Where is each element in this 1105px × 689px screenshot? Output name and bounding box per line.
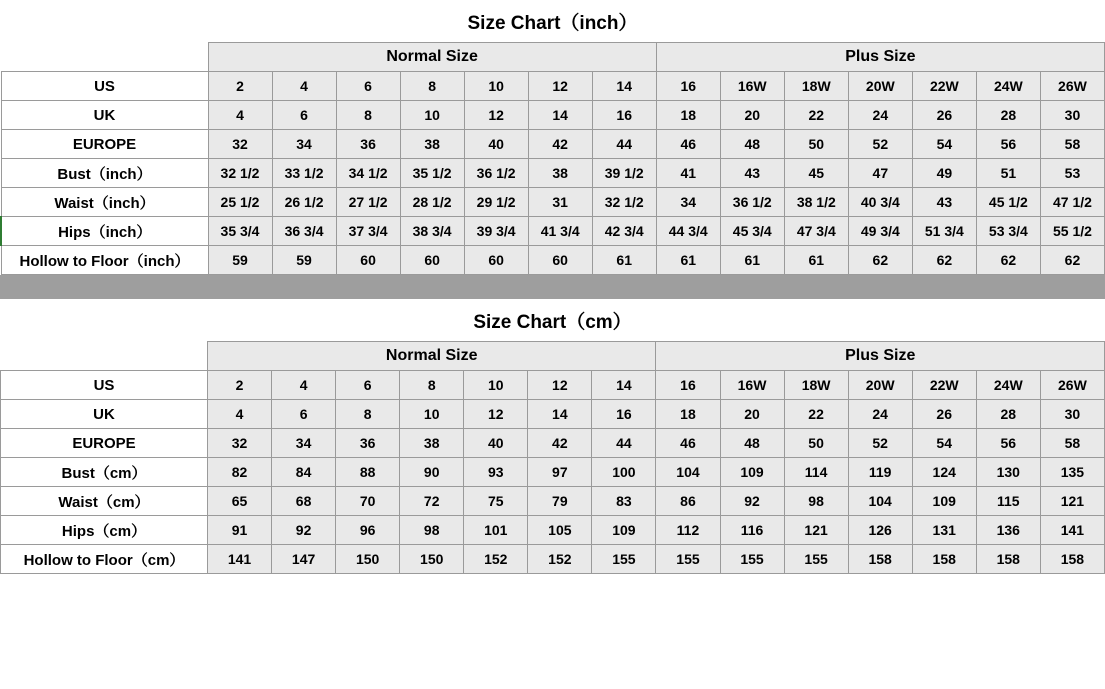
cell: 14 (592, 72, 656, 101)
row-label-europe: EUROPE (1, 429, 208, 458)
cell: 155 (592, 545, 656, 574)
table-row (1, 246, 1105, 275)
section-divider (0, 275, 1105, 299)
cell: 47 (848, 159, 912, 188)
cell: 152 (464, 545, 528, 574)
cell: 40 (464, 429, 528, 458)
cell: 36 1/2 (464, 159, 528, 188)
row-label-hips: Hips（cm） (1, 516, 208, 545)
cell: 4 (208, 101, 272, 130)
cell: 119 (848, 458, 912, 487)
cell: 38 (400, 130, 464, 159)
size-table-cm (0, 341, 1105, 574)
cell: 22 (784, 101, 848, 130)
cell: 31 (528, 188, 592, 217)
cell: 16 (592, 400, 656, 429)
cell: 4 (272, 72, 336, 101)
cell: 65 (208, 487, 272, 516)
cell: 136 (976, 516, 1040, 545)
cell: 26 (912, 400, 976, 429)
cell: 51 3/4 (912, 217, 976, 246)
cell: 16W (720, 371, 784, 400)
cell: 30 (1040, 400, 1104, 429)
cell: 70 (336, 487, 400, 516)
cell: 101 (464, 516, 528, 545)
cell: 43 (912, 188, 976, 217)
row-label-uk: UK (1, 400, 208, 429)
cell: 50 (784, 130, 848, 159)
cell: 62 (848, 246, 912, 275)
cell: 48 (720, 429, 784, 458)
cell: 49 3/4 (848, 217, 912, 246)
cell: 135 (1040, 458, 1104, 487)
cell: 39 1/2 (592, 159, 656, 188)
cell: 28 (976, 400, 1040, 429)
cell: 24W (976, 371, 1040, 400)
cell: 4 (208, 400, 272, 429)
cell: 109 (592, 516, 656, 545)
cell: 12 (464, 400, 528, 429)
table-row (1, 429, 1105, 458)
cell: 47 3/4 (784, 217, 848, 246)
cell: 58 (1040, 429, 1104, 458)
row-label-bust: Bust（cm） (1, 458, 208, 487)
row-label-hips: Hips（inch） (1, 217, 208, 246)
cell: 54 (912, 429, 976, 458)
cell: 38 (400, 429, 464, 458)
cell: 44 3/4 (656, 217, 720, 246)
table-row (1, 371, 1105, 400)
cell: 28 1/2 (400, 188, 464, 217)
cell: 16 (656, 371, 720, 400)
cell: 90 (400, 458, 464, 487)
table-row (1, 101, 1105, 130)
cell: 124 (912, 458, 976, 487)
cell: 155 (784, 545, 848, 574)
cell: 40 3/4 (848, 188, 912, 217)
row-label-hollow-to-floor: Hollow to Floor（cm） (1, 545, 208, 574)
chart-title-inch: Size Chart（inch） (467, 13, 638, 34)
cell: 158 (1040, 545, 1104, 574)
cell: 40 (464, 130, 528, 159)
cell: 14 (592, 371, 656, 400)
cell: 38 3/4 (400, 217, 464, 246)
cell: 61 (720, 246, 784, 275)
cell: 2 (208, 371, 272, 400)
cell: 98 (784, 487, 848, 516)
cell: 104 (656, 458, 720, 487)
cell: 92 (720, 487, 784, 516)
cell: 34 1/2 (336, 159, 400, 188)
cell: 4 (272, 371, 336, 400)
cell: 24 (848, 101, 912, 130)
corner-cell (1, 342, 208, 371)
row-label-us: US (1, 371, 208, 400)
cell: 32 1/2 (208, 159, 272, 188)
cell: 32 (208, 130, 272, 159)
cell: 126 (848, 516, 912, 545)
cell: 18W (784, 72, 848, 101)
cell: 83 (592, 487, 656, 516)
cell: 39 3/4 (464, 217, 528, 246)
cell: 62 (976, 246, 1040, 275)
cell: 91 (208, 516, 272, 545)
cell: 8 (400, 371, 464, 400)
cell: 6 (272, 400, 336, 429)
cell: 60 (400, 246, 464, 275)
cell: 53 (1040, 159, 1104, 188)
cell: 42 (528, 130, 592, 159)
cell: 109 (720, 458, 784, 487)
cell: 30 (1040, 101, 1104, 130)
cell: 82 (208, 458, 272, 487)
cell: 62 (912, 246, 976, 275)
cell: 51 (976, 159, 1040, 188)
cell: 100 (592, 458, 656, 487)
cell: 41 3/4 (528, 217, 592, 246)
cell: 10 (464, 72, 528, 101)
cell: 56 (976, 429, 1040, 458)
cell: 60 (464, 246, 528, 275)
cell: 10 (400, 101, 464, 130)
cell: 61 (592, 246, 656, 275)
cell: 36 3/4 (272, 217, 336, 246)
cell: 2 (208, 72, 272, 101)
cell: 18W (784, 371, 848, 400)
cell: 147 (272, 545, 336, 574)
row-label-us: US (1, 72, 208, 101)
cell: 121 (784, 516, 848, 545)
cell: 72 (400, 487, 464, 516)
group-header-plus: Plus Size (656, 43, 1104, 72)
cell: 96 (336, 516, 400, 545)
cell: 92 (272, 516, 336, 545)
cell: 20W (848, 72, 912, 101)
chart-title-cm: Size Chart（cm） (473, 312, 632, 333)
cell: 43 (720, 159, 784, 188)
cell: 12 (528, 371, 592, 400)
table-row (1, 159, 1105, 188)
cell: 52 (848, 130, 912, 159)
cell: 150 (336, 545, 400, 574)
cell: 32 (208, 429, 272, 458)
cell: 155 (656, 545, 720, 574)
row-label-bust: Bust（inch） (1, 159, 208, 188)
cell: 152 (528, 545, 592, 574)
cell: 158 (976, 545, 1040, 574)
cell: 38 1/2 (784, 188, 848, 217)
cell: 52 (848, 429, 912, 458)
cell: 6 (336, 371, 400, 400)
table-row-groups (1, 43, 1105, 72)
cell: 131 (912, 516, 976, 545)
group-header-normal: Normal Size (208, 342, 656, 371)
cell: 35 3/4 (208, 217, 272, 246)
cell: 20 (720, 400, 784, 429)
cell: 27 1/2 (336, 188, 400, 217)
cell: 29 1/2 (464, 188, 528, 217)
cell: 14 (528, 400, 592, 429)
cell: 60 (336, 246, 400, 275)
cell: 10 (464, 371, 528, 400)
cell: 98 (400, 516, 464, 545)
cell: 79 (528, 487, 592, 516)
table-row (1, 545, 1105, 574)
cell: 8 (400, 72, 464, 101)
cell: 105 (528, 516, 592, 545)
cell: 46 (656, 130, 720, 159)
cell: 16W (720, 72, 784, 101)
table-row (1, 188, 1105, 217)
table-row (1, 458, 1105, 487)
cell: 121 (1040, 487, 1104, 516)
cell: 18 (656, 101, 720, 130)
cell: 59 (208, 246, 272, 275)
cell: 109 (912, 487, 976, 516)
cell: 45 (784, 159, 848, 188)
cell: 26 1/2 (272, 188, 336, 217)
cell: 155 (720, 545, 784, 574)
cell: 50 (784, 429, 848, 458)
cell: 34 (272, 130, 336, 159)
cell: 44 (592, 429, 656, 458)
corner-cell (1, 43, 208, 72)
cell: 75 (464, 487, 528, 516)
cell: 61 (784, 246, 848, 275)
table-row (1, 487, 1105, 516)
cell: 6 (336, 72, 400, 101)
size-chart-cm (0, 299, 1105, 574)
cell: 12 (528, 72, 592, 101)
size-chart-inch (0, 0, 1105, 275)
table-row (1, 217, 1105, 246)
cell: 26W (1040, 371, 1104, 400)
cell: 61 (656, 246, 720, 275)
row-label-waist: Waist（inch） (1, 188, 208, 217)
cell: 62 (1040, 246, 1104, 275)
cell: 150 (400, 545, 464, 574)
cell: 158 (912, 545, 976, 574)
table-row (1, 516, 1105, 545)
row-label-hollow-to-floor: Hollow to Floor（inch） (1, 246, 208, 275)
cell: 93 (464, 458, 528, 487)
cell: 42 3/4 (592, 217, 656, 246)
cell: 12 (464, 101, 528, 130)
cell: 53 3/4 (976, 217, 1040, 246)
cell: 158 (848, 545, 912, 574)
cell: 36 (336, 130, 400, 159)
cell: 55 1/2 (1040, 217, 1104, 246)
row-label-europe: EUROPE (1, 130, 208, 159)
group-header-plus: Plus Size (656, 342, 1105, 371)
cell: 112 (656, 516, 720, 545)
cell: 45 1/2 (976, 188, 1040, 217)
cell: 44 (592, 130, 656, 159)
cell: 24W (976, 72, 1040, 101)
cell: 36 (336, 429, 400, 458)
cell: 33 1/2 (272, 159, 336, 188)
cell: 16 (592, 101, 656, 130)
cell: 86 (656, 487, 720, 516)
cell: 38 (528, 159, 592, 188)
cell: 114 (784, 458, 848, 487)
cell: 10 (400, 400, 464, 429)
cell: 22W (912, 72, 976, 101)
cell: 56 (976, 130, 1040, 159)
size-table-inch (0, 42, 1105, 275)
cell: 54 (912, 130, 976, 159)
cell: 59 (272, 246, 336, 275)
cell: 68 (272, 487, 336, 516)
cell: 26 (912, 101, 976, 130)
cell: 46 (656, 429, 720, 458)
group-header-normal: Normal Size (208, 43, 656, 72)
table-row (1, 72, 1105, 101)
cell: 8 (336, 101, 400, 130)
cell: 20 (720, 101, 784, 130)
cell: 36 1/2 (720, 188, 784, 217)
cell: 116 (720, 516, 784, 545)
cell: 18 (656, 400, 720, 429)
cell: 16 (656, 72, 720, 101)
row-label-waist: Waist（cm） (1, 487, 208, 516)
cell: 20W (848, 371, 912, 400)
cell: 22W (912, 371, 976, 400)
cell: 48 (720, 130, 784, 159)
row-label-uk: UK (1, 101, 208, 130)
cell: 130 (976, 458, 1040, 487)
cell: 34 (656, 188, 720, 217)
cell: 45 3/4 (720, 217, 784, 246)
cell: 141 (1040, 516, 1104, 545)
cell: 141 (208, 545, 272, 574)
cell: 60 (528, 246, 592, 275)
cell: 22 (784, 400, 848, 429)
cell: 25 1/2 (208, 188, 272, 217)
cell: 115 (976, 487, 1040, 516)
cell: 84 (272, 458, 336, 487)
cell: 24 (848, 400, 912, 429)
cell: 41 (656, 159, 720, 188)
cell: 104 (848, 487, 912, 516)
cell: 88 (336, 458, 400, 487)
cell: 49 (912, 159, 976, 188)
cell: 37 3/4 (336, 217, 400, 246)
cell: 34 (272, 429, 336, 458)
cell: 97 (528, 458, 592, 487)
cell: 35 1/2 (400, 159, 464, 188)
cell: 47 1/2 (1040, 188, 1104, 217)
table-row (1, 130, 1105, 159)
cell: 28 (976, 101, 1040, 130)
cell: 8 (336, 400, 400, 429)
cell: 58 (1040, 130, 1104, 159)
cell: 42 (528, 429, 592, 458)
cell: 32 1/2 (592, 188, 656, 217)
table-row-groups (1, 342, 1105, 371)
cell: 14 (528, 101, 592, 130)
table-row (1, 400, 1105, 429)
cell: 6 (272, 101, 336, 130)
cell: 26W (1040, 72, 1104, 101)
